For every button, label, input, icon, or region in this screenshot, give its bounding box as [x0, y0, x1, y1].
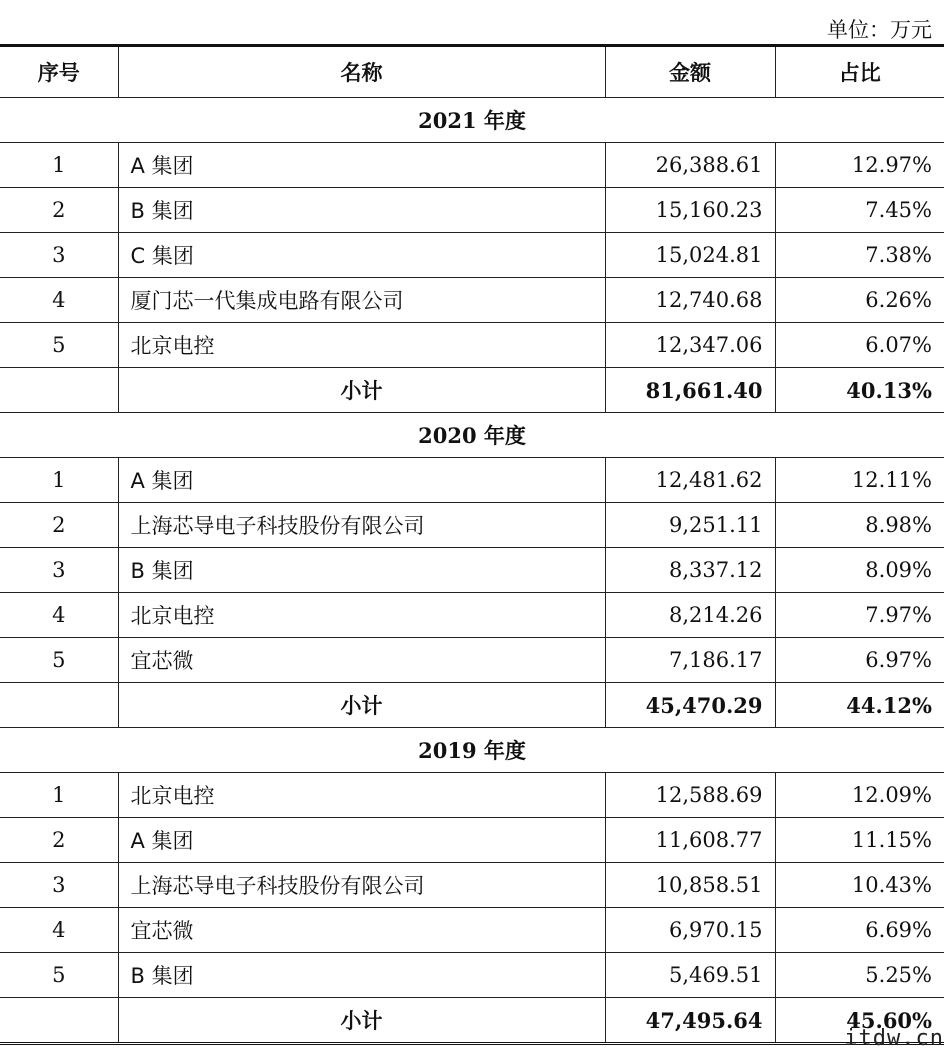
- row-idx: 3: [0, 233, 118, 278]
- row-name: B 集团: [118, 953, 605, 998]
- row-amount: 6,970.15: [605, 908, 775, 953]
- row-name: A 集团: [118, 818, 605, 863]
- year-row: [0, 413, 944, 458]
- row-idx: 1: [0, 773, 118, 818]
- subtotal-pct: 45.60%: [775, 998, 944, 1043]
- row-name: 宜芯微: [118, 908, 605, 953]
- year-label: 2019 年度: [0, 728, 944, 773]
- row-name: 上海芯导电子科技股份有限公司: [118, 503, 605, 548]
- row-idx: 5: [0, 638, 118, 683]
- row-idx: 1: [0, 458, 118, 503]
- table-row: [0, 953, 944, 998]
- row-amount: 26,388.61: [605, 143, 775, 188]
- unit-label: 单位：万元: [827, 18, 932, 42]
- row-pct: 6.07%: [775, 323, 944, 368]
- row-name: A 集团: [118, 458, 605, 503]
- table-row: [0, 548, 944, 593]
- customer-sales-table: [0, 44, 944, 1043]
- row-amount: 8,214.26: [605, 593, 775, 638]
- subtotal-amount: 81,661.40: [605, 368, 775, 413]
- row-pct: 8.09%: [775, 548, 944, 593]
- row-amount: 7,186.17: [605, 638, 775, 683]
- row-amount: 15,024.81: [605, 233, 775, 278]
- table-row: [0, 638, 944, 683]
- row-idx: 1: [0, 143, 118, 188]
- table-body: [0, 98, 944, 1043]
- table-row: [0, 278, 944, 323]
- header-amount: 金额: [605, 46, 775, 98]
- row-name: 宜芯微: [118, 638, 605, 683]
- row-idx: 4: [0, 278, 118, 323]
- row-amount: 12,740.68: [605, 278, 775, 323]
- row-name: 北京电控: [118, 773, 605, 818]
- row-pct: 7.45%: [775, 188, 944, 233]
- row-pct: 7.97%: [775, 593, 944, 638]
- row-idx: 5: [0, 323, 118, 368]
- table-row: [0, 818, 944, 863]
- row-pct: 12.11%: [775, 458, 944, 503]
- row-name: 北京电控: [118, 593, 605, 638]
- header-idx: 序号: [0, 46, 118, 98]
- row-pct: 12.97%: [775, 143, 944, 188]
- header-row: [0, 46, 944, 98]
- year-label: 2021 年度: [0, 98, 944, 143]
- row-name: C 集团: [118, 233, 605, 278]
- row-name: B 集团: [118, 548, 605, 593]
- row-amount: 12,347.06: [605, 323, 775, 368]
- subtotal-label: 小计: [118, 368, 605, 413]
- row-amount: 12,588.69: [605, 773, 775, 818]
- subtotal-empty: [0, 368, 118, 413]
- row-pct: 8.98%: [775, 503, 944, 548]
- row-pct: 6.69%: [775, 908, 944, 953]
- subtotal-empty: [0, 683, 118, 728]
- subtotal-pct: 40.13%: [775, 368, 944, 413]
- subtotal-row: [0, 368, 944, 413]
- row-idx: 3: [0, 548, 118, 593]
- row-pct: 12.09%: [775, 773, 944, 818]
- table-row: [0, 143, 944, 188]
- subtotal-label: 小计: [118, 683, 605, 728]
- table-row: [0, 593, 944, 638]
- row-idx: 4: [0, 908, 118, 953]
- row-amount: 8,337.12: [605, 548, 775, 593]
- header-pct: 占比: [775, 46, 944, 98]
- row-amount: 10,858.51: [605, 863, 775, 908]
- row-pct: 6.97%: [775, 638, 944, 683]
- watermark: itdw.cn: [844, 1026, 944, 1051]
- row-name: A 集团: [118, 143, 605, 188]
- row-pct: 6.26%: [775, 278, 944, 323]
- row-amount: 11,608.77: [605, 818, 775, 863]
- row-pct: 5.25%: [775, 953, 944, 998]
- subtotal-pct: 44.12%: [775, 683, 944, 728]
- row-name: B 集团: [118, 188, 605, 233]
- year-row: [0, 728, 944, 773]
- table-row: [0, 503, 944, 548]
- subtotal-label: 小计: [118, 998, 605, 1043]
- row-pct: 10.43%: [775, 863, 944, 908]
- table-row: [0, 908, 944, 953]
- row-amount: 9,251.11: [605, 503, 775, 548]
- row-idx: 5: [0, 953, 118, 998]
- subtotal-amount: 47,495.64: [605, 998, 775, 1043]
- row-amount: 5,469.51: [605, 953, 775, 998]
- row-idx: 2: [0, 188, 118, 233]
- row-pct: 11.15%: [775, 818, 944, 863]
- subtotal-row: [0, 683, 944, 728]
- subtotal-amount: 45,470.29: [605, 683, 775, 728]
- row-idx: 2: [0, 818, 118, 863]
- row-idx: 4: [0, 593, 118, 638]
- row-idx: 2: [0, 503, 118, 548]
- subtotal-row: [0, 998, 944, 1043]
- row-amount: 15,160.23: [605, 188, 775, 233]
- row-name: 北京电控: [118, 323, 605, 368]
- table-row: [0, 863, 944, 908]
- year-label: 2020 年度: [0, 413, 944, 458]
- row-pct: 7.38%: [775, 233, 944, 278]
- table-row: [0, 233, 944, 278]
- table-row: [0, 773, 944, 818]
- row-idx: 3: [0, 863, 118, 908]
- year-row: [0, 98, 944, 143]
- bottom-rule: [0, 1042, 944, 1045]
- table-row: [0, 188, 944, 233]
- table-row: [0, 323, 944, 368]
- subtotal-empty: [0, 998, 118, 1043]
- row-amount: 12,481.62: [605, 458, 775, 503]
- row-name: 厦门芯一代集成电路有限公司: [118, 278, 605, 323]
- table-row: [0, 458, 944, 503]
- row-name: 上海芯导电子科技股份有限公司: [118, 863, 605, 908]
- header-name: 名称: [118, 46, 605, 98]
